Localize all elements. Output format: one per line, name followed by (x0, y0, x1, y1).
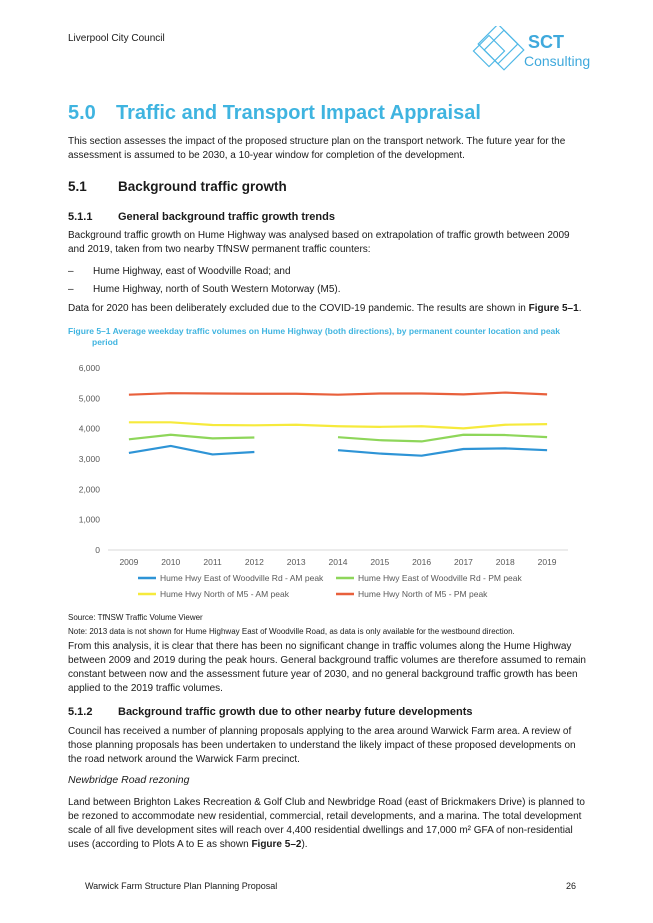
y-tick-label: 5,000 (78, 393, 100, 404)
y-tick-label: 3,000 (78, 454, 100, 464)
footer-page-number: 26 (566, 881, 577, 891)
x-tick-label: 2009 (119, 557, 139, 567)
series-line-1 (129, 446, 254, 454)
heading-5-1-1: 5.1.1 General background traffic growth trends (68, 211, 335, 223)
x-tick-label: 2019 (537, 557, 557, 567)
list-item: – Hume Highway, east of Woodville Road; and (68, 266, 291, 277)
x-tick-label: 2016 (412, 557, 432, 567)
intro-paragraph: This section assesses the impact of the proposed structure plan on the transport network. The future year for the assessment is assumed to be 2030, a 10-year window for completion of the development. (68, 136, 566, 161)
x-tick-label: 2011 (203, 557, 222, 567)
x-tick-label: 2013 (286, 557, 306, 567)
x-tick-label: 2014 (328, 557, 348, 567)
figure-note: Note: 2013 data is not shown for Hume Highway East of Woodville Road, as data is only available for the westbound direction. (68, 627, 515, 636)
y-tick-label: 0 (95, 545, 100, 555)
paragraph-covid-note: Data for 2020 has been deliberately excluded due to the COVID-19 pandemic. The results are shown in Figure 5–1. (68, 303, 582, 314)
figure-reference: Figure 5–1 (528, 303, 579, 314)
x-tick-label: 2018 (495, 557, 515, 567)
x-tick-label: 2017 (453, 557, 473, 567)
y-tick-label: 2,000 (78, 484, 100, 495)
y-tick-label: 1,000 (78, 514, 100, 525)
logo-diamond-icon (473, 26, 523, 70)
legend-label: Hume Hwy North of M5 - AM peak (160, 589, 289, 599)
series-line-1 (338, 448, 547, 455)
section-title (68, 102, 481, 125)
legend-label: Hume Hwy East of Woodville Rd - AM peak (160, 573, 324, 583)
traffic-volume-line-chart (68, 352, 578, 607)
paragraph-planning-proposals: Council has received a number of planning proposals applying to the area around Warwick Farm area. A review of those planning proposals has been undertaken to understand the likely impact of these proposed developments on the road network around the Warwick Farm precinct. (68, 726, 576, 765)
series-line-2 (338, 435, 547, 442)
x-tick-label: 2012 (244, 557, 264, 567)
paragraph-growth-analysis: Background traffic growth on Hume Highway was analysed based on extrapolation of traffic growth between 2009 and 2019, taken from two nearby TfNSW permanent traffic counters: (68, 230, 570, 255)
logo-text-sct: SCT (528, 32, 564, 52)
series-line-4 (129, 393, 547, 395)
subheading-newbridge: Newbridge Road rezoning (68, 774, 190, 786)
legend-label: Hume Hwy East of Woodville Rd - PM peak (358, 573, 522, 583)
figure-reference: Figure 5–2 (251, 839, 302, 850)
legend-label: Hume Hwy North of M5 - PM peak (358, 589, 488, 599)
figure-source: Source: TfNSW Traffic Volume Viewer (68, 613, 203, 622)
heading-5-1-2: 5.1.2 Background traffic growth due to other nearby future developments (68, 706, 473, 718)
y-tick-label: 4,000 (78, 423, 100, 434)
section-title-text: Traffic and Transport Impact Appraisal (116, 102, 481, 124)
figure-caption: Figure 5–1 Average weekday traffic volumes on Hume Highway (both directions), by permanent counter location and peak period (68, 326, 561, 347)
sct-consulting-logo (470, 26, 600, 74)
series-line-2 (129, 435, 254, 440)
list-item: – Hume Highway, north of South Western Motorway (M5). (68, 284, 341, 295)
x-tick-label: 2010 (161, 557, 181, 567)
paragraph-analysis-conclusion: From this analysis, it is clear that there has been no significant change in traffic volumes along the Hume Highway between 2009 and 2019 during the peak hours. General background traffic volumes are therefore assumed to remain constant between now and the assessment future year of 2030, and no general background traffic growth has been applied to the 2019 traffic volumes. (68, 641, 586, 694)
series-line-3 (129, 422, 547, 428)
y-tick-label: 6,000 (78, 363, 100, 373)
footer-document-title: Warwick Farm Structure Plan Planning Proposal (85, 881, 278, 891)
heading-5-1: 5.1 Background traffic growth (68, 179, 287, 194)
logo-text-consulting: Consulting (524, 53, 591, 69)
header-organisation: Liverpool City Council (68, 33, 165, 44)
paragraph-newbridge: Land between Brighton Lakes Recreation & Golf Club and Newbridge Road (east of Brickmakers Drive) is planned to be rezoned to accommodate new residential, commercial, retail developments, and a marina. The total development scale of all five development sites will reach over 4,400 residential dwellings and 17,000 m² GFA of non-residential uses (according to Plots A to E as shown Figure 5–2). (68, 797, 585, 850)
x-tick-label: 2015 (370, 557, 390, 567)
section-number: 5.0 (68, 102, 96, 124)
